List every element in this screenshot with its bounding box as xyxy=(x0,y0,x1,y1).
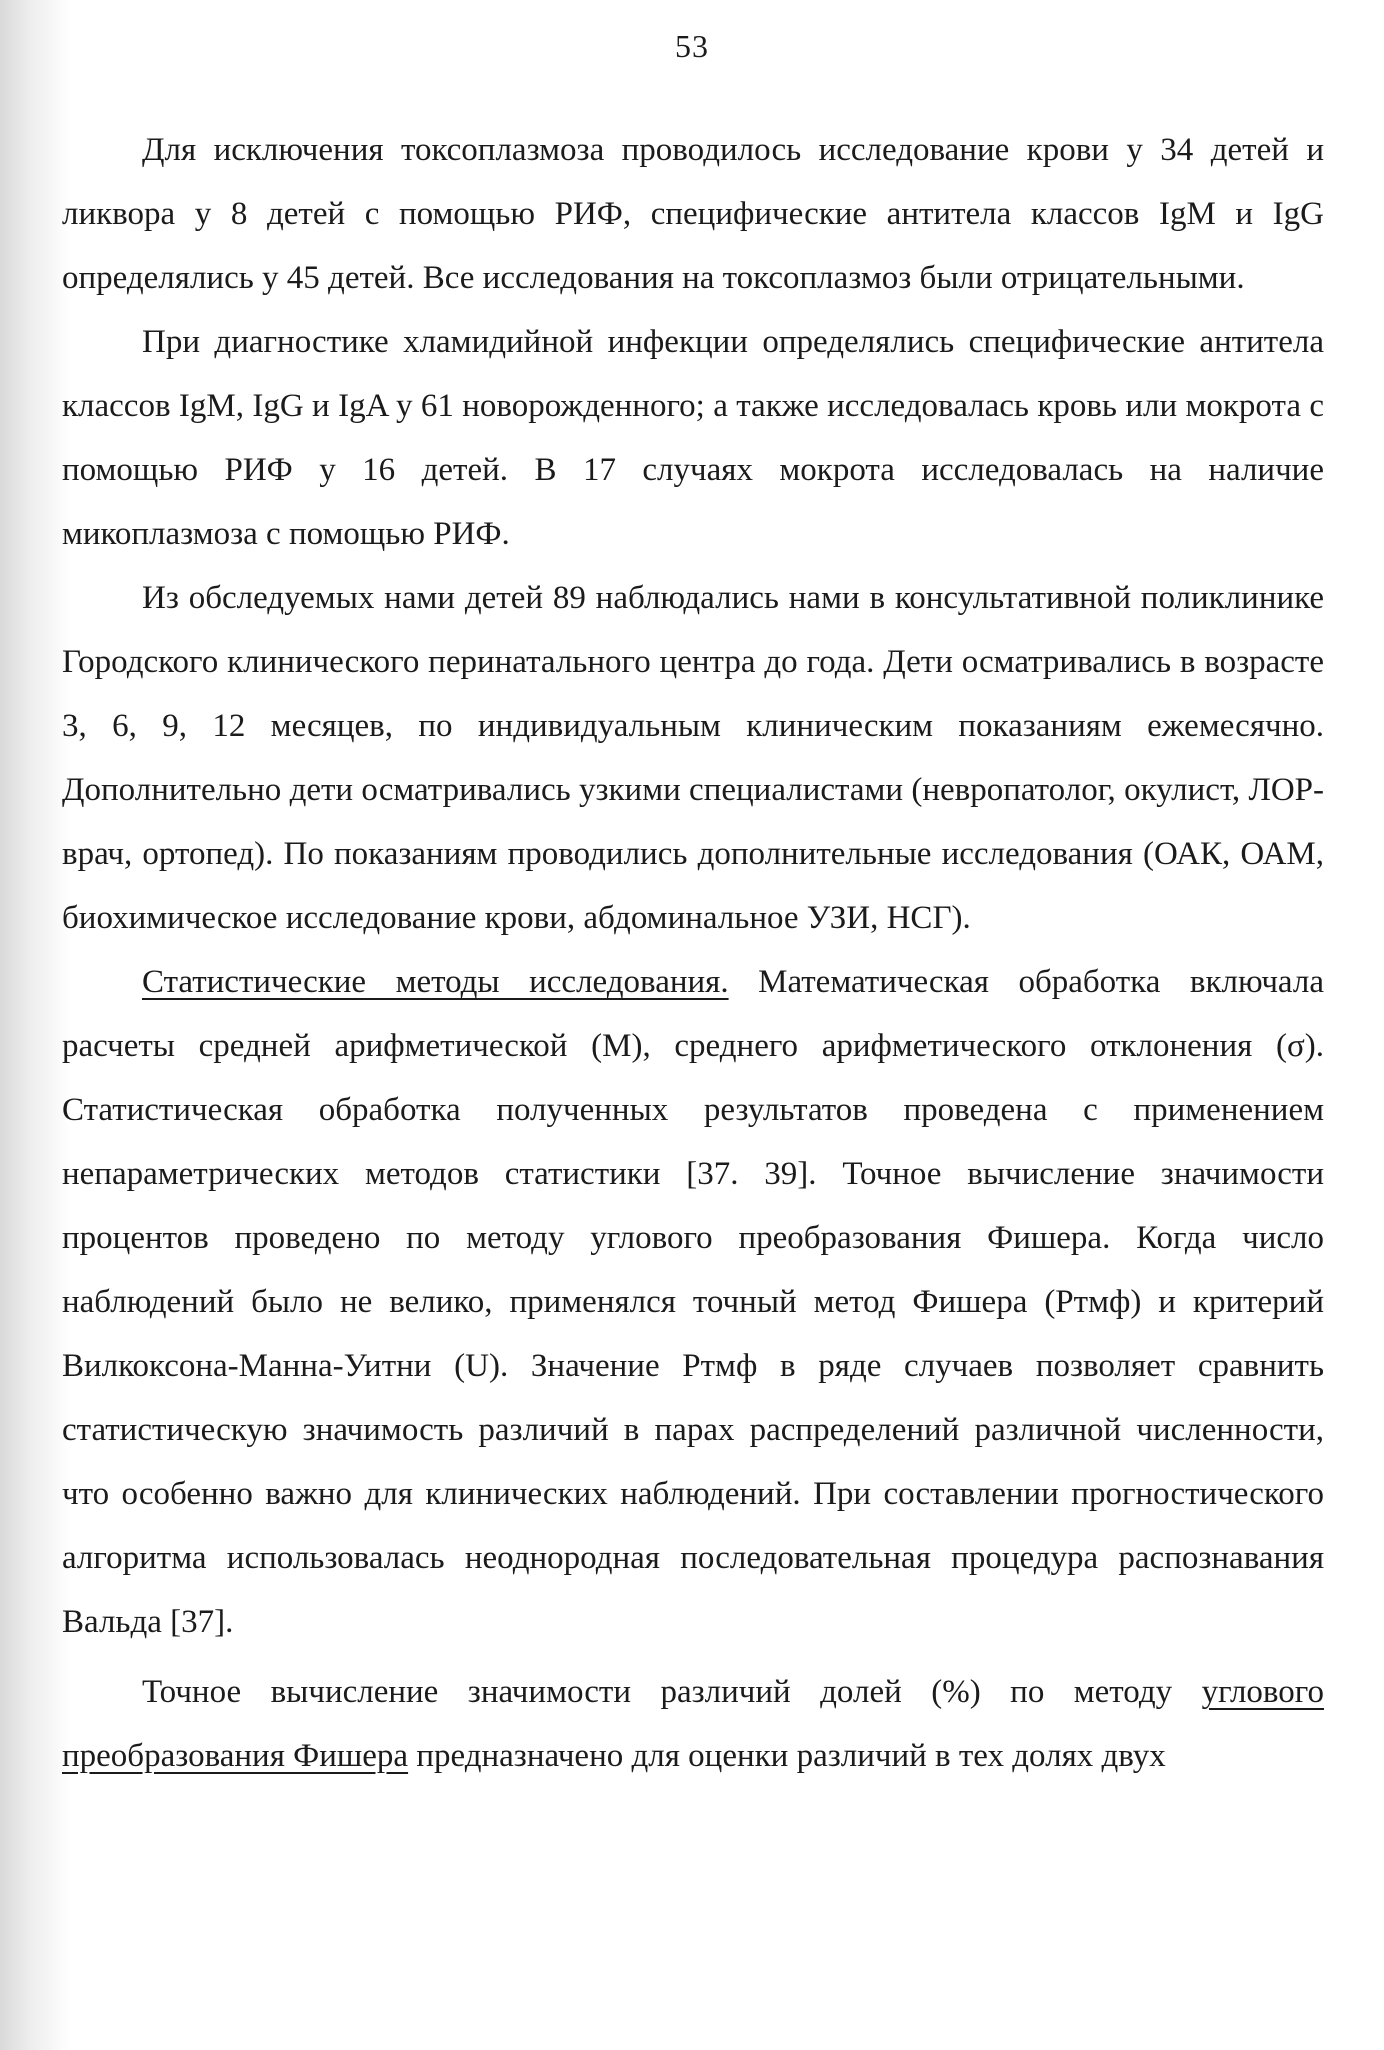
paragraph-fisher-text-after: предназначено для оценки различий в тех долях двух xyxy=(408,1738,1166,1774)
paragraph-statistics xyxy=(62,950,1324,1654)
paragraph-chlamydia: При диагностике хламидийной инфекции определялись специфические антитела классов IgM, IgG и IgA у 61 новорожденного; а также исследовалась кровь или мокрота с помощью РИФ у 16 детей. В 17 случаях мокрота исследовалась на наличие микоплазмоза с помощью РИФ. xyxy=(62,324,1324,552)
paragraph-follow-up: Из обследуемых нами детей 89 наблюдались нами в консультативной поликлинике Городского клинического перинатального центра до года. Дети осматривались в возрасте 3, 6, 9, 12 месяцев, по индивидуальным клиническим показаниям ежемесячно. Дополнительно дети осматривались узкими специалистами (невропатолог, окулист, ЛОР-врач, ортопед). По показаниям проводились дополнительные исследования (ОАК, ОАМ, биохимическое исследование крови, абдоминальное УЗИ, НСГ). xyxy=(62,580,1324,936)
paragraph-statistics-text: Математическая обработка включала расчеты средней арифметической (М), среднего арифметического отклонения (σ). Статистическая обработка полученных результатов проведена с применением непараметрических методов статистики [37. 39]. Точное вычисление значимости процентов проведено по методу углового преобразования Фишера. Когда число наблюдений было не велико, применялся точный метод Фишера (Ртмф) и критерий Вилкоксона-Манна-Уитни (U). Значение Ртмф в ряде случаев позволяет сравнить статистическую значимость различий в парах распределений различной численности, что особенно важно для клинических наблюдений. При составлении прогностического алгоритма использовалась неоднородная последовательная процедура распознавания Вальда [37]. xyxy=(62,964,1324,1640)
scan-edge-shadow xyxy=(0,0,70,2050)
paragraph-fisher xyxy=(62,1660,1324,1788)
fisher-transform-term: углового преобразования Фишера xyxy=(62,1674,1324,1774)
page-number: 53 xyxy=(675,28,709,64)
paragraph-fisher-text-before: Точное вычисление значимости различий долей (%) по методу xyxy=(142,1674,1202,1710)
paragraph-toxoplasmosis: Для исключения токсоплазмоза проводилось исследование крови у 34 детей и ликвора у 8 детей с помощью РИФ, специфические антитела классов IgM и IgG определялись у 45 детей. Все исследования на токсоплазмоз были отрицательными. xyxy=(62,132,1324,296)
section-heading-statistics: Статистические методы исследования. xyxy=(142,964,729,1000)
document-body xyxy=(62,118,1324,1788)
